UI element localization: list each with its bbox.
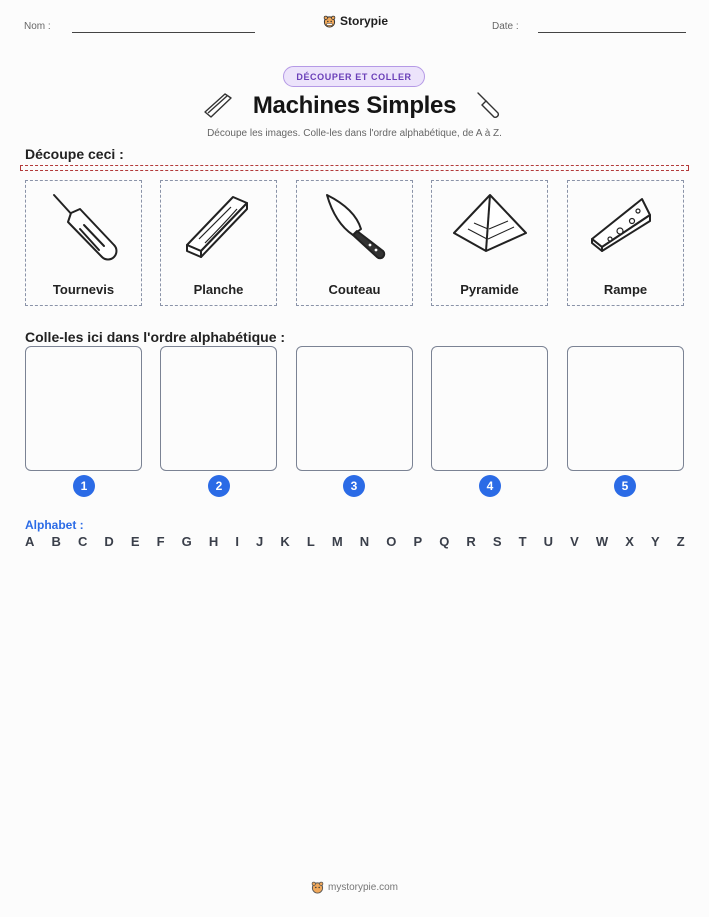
cut-heading: Découpe ceci : xyxy=(25,146,124,162)
ramp-icon xyxy=(586,189,666,269)
letter: R xyxy=(466,534,476,549)
footer xyxy=(0,881,709,894)
footer-url[interactable]: mystorypie.com xyxy=(327,882,398,893)
letter: P xyxy=(413,534,423,549)
paste-slot-2[interactable] xyxy=(160,346,277,471)
letter: I xyxy=(235,534,239,549)
paste-heading: Colle-les ici dans l'ordre alphabétique : xyxy=(25,329,286,345)
cut-card-pyramide[interactable] xyxy=(431,180,548,306)
paste-slot-5[interactable] xyxy=(567,346,684,471)
letter: O xyxy=(386,534,397,549)
brand-logo xyxy=(323,14,388,28)
date-label: Date : xyxy=(492,21,519,32)
card-label: Tournevis xyxy=(52,282,115,297)
cut-line xyxy=(20,165,689,171)
knife-icon xyxy=(315,189,395,269)
mascot-icon xyxy=(311,881,324,894)
letter: D xyxy=(104,534,114,549)
paste-slot-4[interactable] xyxy=(431,346,548,471)
cut-card-couteau[interactable] xyxy=(296,180,413,306)
slot-number: 5 xyxy=(614,475,636,497)
paste-slot-1[interactable] xyxy=(25,346,142,471)
slot-number: 1 xyxy=(73,475,95,497)
letter: L xyxy=(306,534,315,549)
letter: N xyxy=(359,534,370,549)
screwdriver-decor-icon xyxy=(474,90,506,120)
letter: Y xyxy=(650,534,660,549)
instructions: Découpe les images. Colle-les dans l'ordre alphabétique, de A à Z. xyxy=(207,128,502,139)
name-label: Nom : xyxy=(24,21,51,32)
card-label: Pyramide xyxy=(460,282,519,297)
letter: T xyxy=(518,534,527,549)
slot-number: 2 xyxy=(208,475,230,497)
plank-icon xyxy=(179,189,259,269)
mascot-icon xyxy=(323,15,336,28)
activity-badge: DÉCOUPER ET COLLER xyxy=(283,66,425,87)
letter: H xyxy=(208,534,219,549)
slot-number: 4 xyxy=(479,475,501,497)
paste-slot-3[interactable] xyxy=(296,346,413,471)
card-label: Couteau xyxy=(328,282,381,297)
letter: W xyxy=(595,534,609,549)
letter: K xyxy=(280,534,290,549)
letter: X xyxy=(625,534,634,549)
cut-card-rampe[interactable] xyxy=(567,180,684,306)
card-label: Rampe xyxy=(603,282,648,297)
letter: M xyxy=(331,534,343,549)
letter: S xyxy=(492,534,502,549)
letter: Q xyxy=(439,534,450,549)
alphabet-row xyxy=(25,534,685,549)
letter: J xyxy=(256,534,264,549)
letter: F xyxy=(156,534,165,549)
slot-number: 3 xyxy=(343,475,365,497)
letter: C xyxy=(77,534,88,549)
cut-card-planche[interactable] xyxy=(160,180,277,306)
brand-name: Storypie xyxy=(340,14,389,28)
name-line[interactable] xyxy=(72,32,255,33)
card-label: Planche xyxy=(193,282,244,297)
screwdriver-icon xyxy=(44,189,124,269)
letter: G xyxy=(181,534,192,549)
letter: V xyxy=(570,534,579,549)
letter: E xyxy=(130,534,140,549)
page-title: Machines Simples xyxy=(252,92,457,119)
alphabet-heading: Alphabet : xyxy=(25,518,84,532)
cut-card-tournevis[interactable] xyxy=(25,180,142,306)
pyramid-icon xyxy=(450,189,530,269)
letter: A xyxy=(25,534,35,549)
letter: Z xyxy=(676,534,685,549)
date-line[interactable] xyxy=(538,32,686,33)
letter: B xyxy=(51,534,61,549)
letter: U xyxy=(543,534,554,549)
